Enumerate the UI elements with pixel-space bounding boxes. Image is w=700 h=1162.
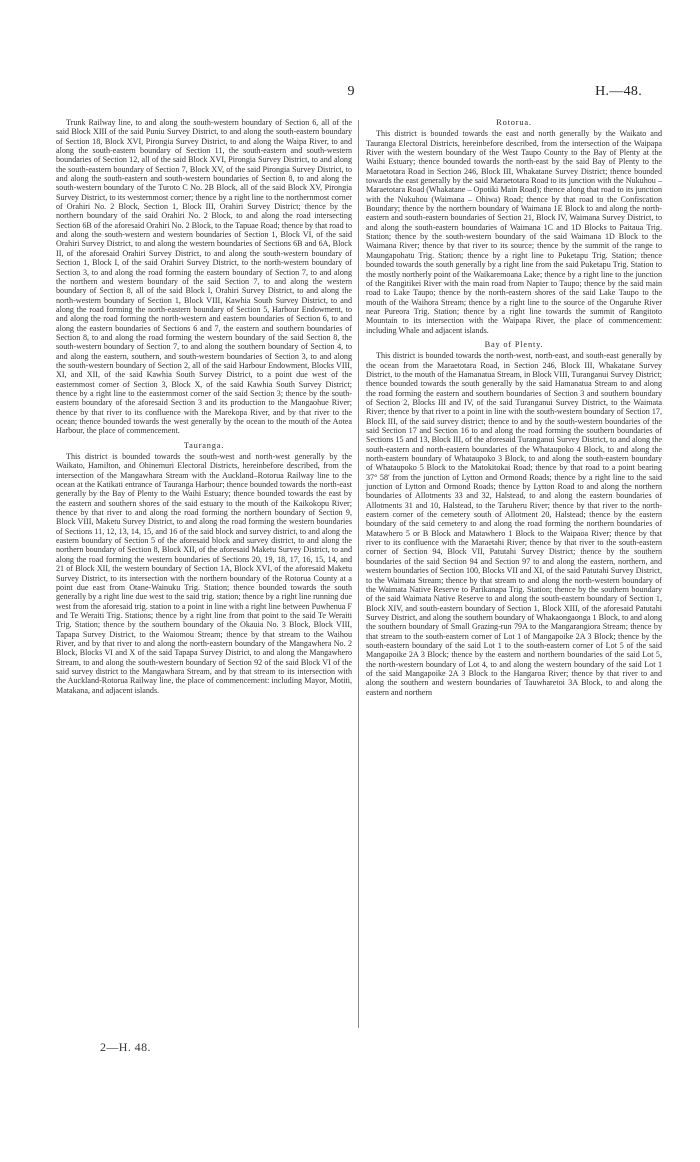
tauranga-paragraph: This district is bounded towards the south-west and north-west generally by the Waikato, Hamilton, and Ohinemuri Electoral Districts, hereinbefore described, from the intersection of the Mangawhara Stream with the Auckland–Rotorua Railway line to the ocean at the Katikati entrance of Tauranga Harbour; thence bounded towards the north-east generally by the Bay of Plenty to the Waihi Estuary; thence bounded towards the east by the eastern and southern shores of the said estuary to the mouth of the Kaikokopu River; thence by that river to and along the road forming the northern boundary of Section 9, Block VIII, Maketu Survey District, to and along the road forming the western boundaries of Sections 11, 12, 13, 14, 15, and 16 of the said block and survey district, to and along the eastern boundary of Section 5 of the aforesaid block and survey district, to and along the northern boundary of Section 8, Block XII, of the aforesaid Maketu Survey District, to and along the road forming the western boundaries of Sections 20, 19, 18, 17, 16, 15, 14, and 21 of Block XII, the western boundary of Section 1A, Block XVI, of the aforesaid Maketu Survey District, to its intersection with the northern boundary of the Rotorua County at a point due east from Otane-Wainuku Trig. Station; thence bounded towards the south generally by a right line due west to the said trig. station; thence by a right line running due west from the aforesaid trig. station to a point in line with a right line between Puwhenua F and Te Weraiti Trig. Stations; thence by a right line from that point to the said Te Weraiti Trig. Station; thence by the southern boundary of the Okauia No. 3 Block, Block VIII, Tapapa Survey District, to the Waiomou Stream; thence by that stream to the Waihou River, and by that river to and along the north-eastern boundary of the Mangawhera No. 2 Block, Blocks VI and X of the said Tapapa Survey District, to and along the Mangawhero Stream, to and along the south-western boundary of Section 92 of the said Block VI of the said survey district to the Mangawhara Stream, and by that stream to its intersection with the Auckland-Rotorua Railway line, the place of commencement: including Mayor, Motiti, Matakana, and adjacent islands. [56, 452, 352, 695]
left-column [56, 118, 352, 695]
rotorua-paragraph: This district is bounded towards the east and north generally by the Waikato and Tauranga Electoral Districts, hereinbefore described, from the intersection of the Waipapa River with the western boundary of the West Taupo County to the Bay of Plenty at the Waihi Estuary; thence bounded towards the north-east by the said Bay of Plenty to the Maraetotara Road in Section 246, Block III, Whakatane Survey District; thence bounded towards the east generally by the said Maraetotara Road to its junction with the Nukuhou – Maraetotara Road (Whakatane – Opotiki Main Road); thence along that road to its junction with the Nukuhou (Waimana – Ohiwa) Road; thence by that road to the Confiscation Boundary; thence by the northern boundary of Waimana 1E Block to and along the north-eastern and south-eastern boundaries of Section 21, Block IV, Waimana Survey District, to and along the south-eastern boundaries of Waimana 1C and 1D Blocks to Paitaua Trig. Station; thence by the south-western boundary of the said Waimana 1D Block to the Waimana River; thence by that river to its source; thence by the summit of the range to Maungapohatu Trig. Station; thence by a right line to Puketapu Trig. Station; thence bounded towards the south generally by a right line from the said Puketapu Trig. Station to the mostly northerly point of the Waikaremoana Lake; thence by a right line to the junction of the Rangitikei River with the main road from Napier to Taupo; thence by the said main road to Lake Taupo; thence by the north-eastern shores of the said Lake Taupo to the mouth of the Waihora Stream; thence by a right line to the source of the Ongaruhe River near Pureora Trig. Station; thence by a right line towards the summit of Rangitoto Mountain to its intersection with the Waipapa River, the place of commencement: including Whale and adjacent islands. [366, 129, 662, 335]
right-column [366, 118, 662, 697]
tauranga-heading: Tauranga. [183, 440, 225, 450]
bay-of-plenty-paragraph: This district is bounded towards the north-west, north-east, and south-east generally by the ocean from the Maraetotara Road, in Section 246, Block III, Whakatane Survey District, to the mouth of the Hamanatua Stream, in Block VIII, Turanganui Survey District; thence bounded towards the south generally by the said Hamanatua Stream to and along the road forming the eastern and southern boundaries of Section 3 and southern boundary of Section 2, Blocks III and IV, of the said Turanganui Survey District, to the Waimata River; thence by that river to a point in line with the south-western boundary of Section 17, Block III, of the said survey district; thence to and by the south-western boundaries of the said Section 17 and Section 16 to and along the road forming the southern boundaries of Sections 15 and 13, Block III, of the aforesaid Turanganui Survey District, to and along the south-eastern and north-eastern boundaries of the Whataupoko 4 Block, to and along the north-eastern boundary of Whataupoko 3 Block, to and along the south-eastern boundary of Whataupoko 5 Block to the Matokitokai Road; thence by that road to a point bearing 37° 58′ from the junction of Lytton and Ormond Roads; thence by a right line to the said junction of Lytton and Ormond Roads; thence by Lytton Road to and along the northern boundaries of Allotments 33 and 32, Halstead, to and along the eastern boundaries of Allotments 31 and 10, Halstead, to the Taruheru River; thence by that river to the north-eastern corner of the cemetery south of Allotment 20, Halstead; thence by the eastern boundary of the said cemetery to and along the road forming the northern boundaries of Matawhero 5 or B Block and Matawhero 1 Block to the Waipaoa River; thence by that river to its confluence with the Maraetahi River; thence by that river to the south-eastern corner of Section 94, Block VII, Patutahi Survey District; thence by the southern boundaries of the said Section 94 and Section 97 to and along the eastern, northern, and western boundaries of Section 100, Blocks VII and XI, of the said Patutahi Survey District, to the Waimata Stream; thence by that stream to and along the north-western boundary of the Waimata Native Reserve to Parikanapa Trig. Station; thence by the southern boundary of the said Waimata Native Reserve to and along the south-eastern boundary of Section 1, Block XIV, and south-eastern boundary of Section 1, Block XIII, of the aforesaid Patutahi Survey District, and along the southern boundary of Whakaongaonga 1 Block, to and along the southern boundary of Small Grazing-run 79A to the Mangarangiora Stream; thence by that stream to the south-eastern corner of Lot 1 of Mangapoike 2A 3 Block; thence by the south-eastern boundary of the said Lot 1 to the south-eastern corner of Lot 5 of the said Mangapoike 2A 3 Block; thence by the eastern and northern boundaries of the said Lot 5, the north-western boundary of Lot 4, to and along the western boundary of the said Lot 1 of the said Mangapoike 2A 3 Block to the Hangaroa River; thence by that river to and along the southern and western boundaries of Tauwharetoi 3A Block, to and along the eastern and northern [366, 351, 662, 697]
page-number: 9 [347, 84, 355, 99]
intro-paragraph: Trunk Railway line, to and along the south-western boundary of Section 6, all of the said Block XIII of the said Puniu Survey District, to and along the south-eastern boundary of Section 18, Block XVI, Pirongia Survey District, to and along the Waipa River, to and along the south-eastern boundary of Section 11, the south-eastern and south-western boundaries of Section 12, all of the said Block XVI, Pirongia Survey District, to and along the south-eastern boundary of Section 7, Block XV, of the said Pirongia Survey District, to and along the south-eastern and south-western boundaries of Section 8, to and along the south-western boundary of the Turoto C No. 2B Block, all of the said Block XV, Pirongia Survey District, to its westernmost corner; thence by a right line to the northernmost corner of Orahiri No. 2 Block, Section 1, Block III, Orahiri Survey District; thence by the northern boundary of the said Orahiri No. 2 Block, to and along the road intersecting Section 6B of the aforesaid Orahiri No. 2 Block, to the Tapuae Road; thence by that road to and along the south-western and western boundaries of Section 1, Block VI, of the said Orahiri Survey District, to and along the western boundaries of Sections 6B and 6A, Block II, of the aforesaid Orahiri Survey District, to and along the south-western boundary of Section 1, Block I, of the said Orahiri Survey District, to the north-western boundary of Section 3, to and along the road forming the eastern boundary of Section 7, to and along the northern and western boundary of the said Section 7, to and along the western boundary of Section 8, all of the said Block I, Orahiri Survey District, to and along the north-western boundary of Section 1, Block VIII, Kawhia South Survey District, to and along the road forming the north-eastern boundary of Section 5, Harbour Endowment, to and along the road forming the north-western and eastern boundaries of Section 6, to and along the eastern boundaries of Sections 6 and 7, the eastern and southern boundaries of Section 8, to and along the road forming the western boundary of the said Section 8, the south-western boundary of Section 7, to and along the southern boundary of Section 4, to and along the eastern, southern, and south-western boundaries of Section 3, to and along the south-western boundary of Section 2, all of the said Harbour Endowment, Blocks VIII, XI, and XII, of the said Kawhia South Survey District, to a point due west of the easternmost corner of Section 3, Block X, of the said Kawhia South Survey District; thence by a right line to the easternmost corner of the said Section 3; thence by the south-eastern boundary of the aforesaid Section 3 and its production to the Mangaohue River; thence by that river to its confluence with the Marekopa River, and by that river to the ocean; thence bounded towards the west generally by the ocean to the mouth of the Aotea Harbour, the place of commencement. [56, 118, 352, 436]
document-reference: H.—48. [595, 84, 642, 99]
rotorua-heading: Rotorua. [496, 118, 532, 127]
bay-of-plenty-heading: Bay of Plenty. [484, 339, 544, 349]
column-divider [358, 120, 359, 1028]
footer-signature: 2—H. 48. [100, 1040, 151, 1054]
